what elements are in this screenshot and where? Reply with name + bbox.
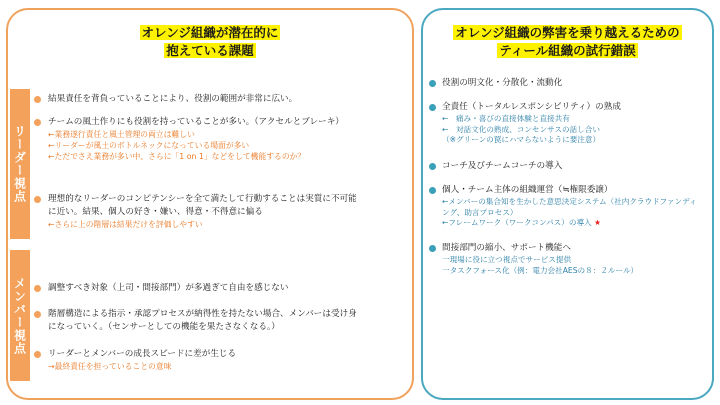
leader-item-3-note-1: ←さらに上の階層は結果だけを評価しやすい: [48, 220, 203, 229]
bullet-icon: [34, 119, 41, 126]
right-item-3-text: コーチ及びチームコーチの導入: [442, 161, 563, 171]
right-item-4-note-2-text: ←フレームワーク（ワークコンパス）の導入: [442, 218, 592, 227]
leader-item-3-text: 理想的なリーダーのコンピテンシーを全て満たして行動することは実質に不可能に近い。結果、個人の好き・嫌い、得意・不得意に偏る: [48, 194, 357, 217]
leader-item-2-note-3: ←ただでさえ業務が多い中、さらに「1 on 1」などをして機能するのか？: [48, 152, 306, 161]
right-item-5-note-1: 一現場に役に立つ視点でサービス提供: [442, 255, 572, 264]
right-title: [421, 24, 714, 60]
member-item-3-note-1: →最終責任を担っていることの意味: [48, 362, 172, 371]
right-item-4: [442, 184, 704, 229]
bullet-icon: [429, 80, 436, 87]
right-item-3: [442, 160, 704, 173]
leader-item-2-note-1: ←業務遂行責任と風土管理の両立は難しい: [48, 130, 195, 139]
right-item-5: [442, 242, 704, 276]
bullet-icon: [34, 96, 41, 103]
leader-item-2-text: チームの風土作りにも役割を持っていることが多い。（アクセルとブレーキ）: [48, 117, 344, 127]
bullet-icon: [34, 196, 41, 203]
member-item-1: [48, 282, 364, 295]
right-item-4-note-2: [442, 218, 704, 229]
member-perspective-label: メンバー視点: [10, 250, 30, 381]
right-item-2-text: 全責任（トータルレスポンシビリティ）の熟成: [442, 102, 621, 112]
member-item-1-text: 調整すべき対象（上司・間接部門）が多過ぎて自由を感じない: [48, 283, 289, 293]
leader-item-2: [48, 116, 364, 162]
leader-item-3: [48, 193, 364, 230]
right-item-4-text: 個人・チーム主体の組織運営（≒権限委譲）: [442, 185, 613, 195]
right-item-4-note-1: ←メンバーの集合知を生かした意思決定システム（社内クラウドファンディング、助言プロセス）: [442, 197, 697, 217]
right-item-1: [442, 77, 704, 90]
bullet-icon: [429, 187, 436, 194]
bullet-icon: [429, 163, 436, 170]
left-title-line2: 抱えている課題: [166, 43, 254, 58]
leader-item-1-text: 結果責任を背負っていることにより、役割の範囲が非常に広い。: [48, 94, 298, 104]
bullet-icon: [429, 104, 436, 111]
left-title-line1: オレンジ組織が潜在的に: [141, 25, 279, 40]
member-item-3: [48, 348, 364, 372]
bullet-icon: [34, 311, 41, 318]
leader-item-1: [48, 93, 364, 106]
right-item-2-note-3: （※グリーンの罠にハマらないように要注意）: [442, 135, 601, 144]
leader-perspective-label: リーダー視点: [10, 89, 30, 239]
right-item-5-note-2: 一タスクフォース化（例：電力会社AESの８：２ルール）: [442, 265, 639, 275]
right-title-line1: オレンジ組織の弊害を乗り越えるための: [455, 25, 680, 40]
member-item-2: [48, 308, 364, 334]
bullet-icon: [429, 245, 436, 252]
bullet-icon: [34, 285, 41, 292]
right-item-1-text: 役割の明文化・分散化・流動化: [442, 78, 563, 88]
member-item-3-text: リーダーとメンバーの成長スピードに差が生じる: [48, 349, 237, 359]
right-item-2-note-1: ← 痛み・喜びの直接体験と直接共有: [442, 114, 570, 123]
right-item-2: [442, 101, 704, 146]
right-title-line2: ティール組織の試行錯誤: [499, 43, 636, 58]
star-icon: ★: [594, 218, 601, 227]
member-item-2-text: 階層構造による指示・承認プロセスが納得性を持たない場合、メンバーは受け身になっていく。（センサーとしての機能を果たさなくなる。）: [48, 309, 357, 332]
leader-item-2-note-2: ←リーダーが風土のボトルネックになっている場面が多い: [48, 141, 250, 150]
left-title: [6, 24, 414, 60]
bullet-icon: [34, 351, 41, 358]
right-item-5-text: 間接部門の縮小、サポート機能へ: [442, 243, 571, 253]
right-item-2-note-2: ← 対話文化の熟成、コンセンサスの話し合い: [442, 124, 600, 134]
